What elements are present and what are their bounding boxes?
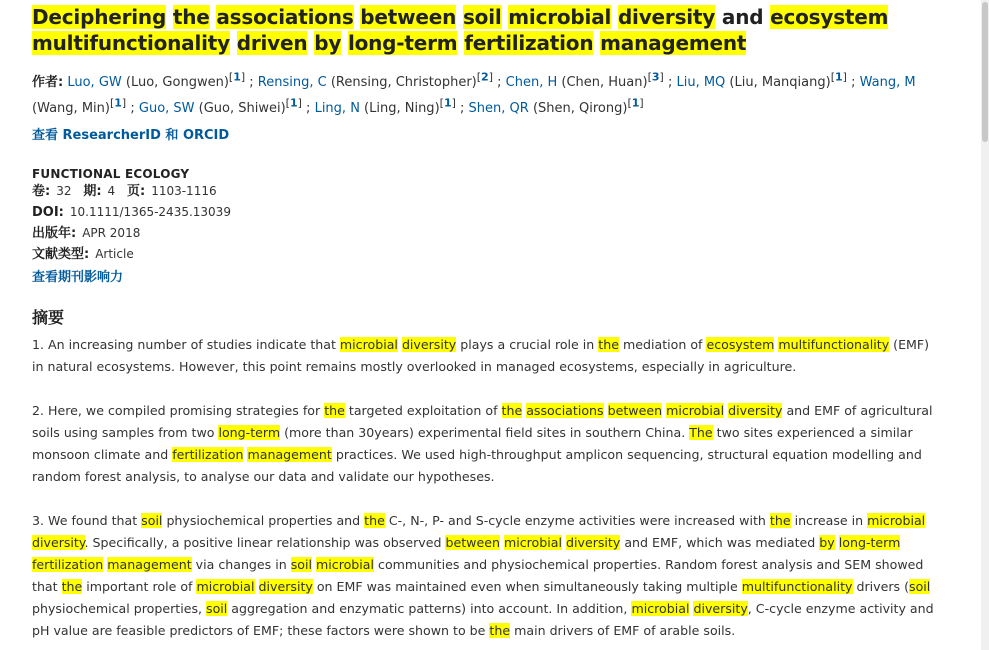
highlighted-term: between [607, 403, 663, 418]
affiliation-ref: [3] [647, 70, 664, 84]
text-run [456, 5, 463, 29]
highlighted-term: microbial [316, 557, 375, 572]
text-run [166, 5, 173, 29]
author-link[interactable]: Shen, QR [468, 101, 529, 116]
highlighted-term: the [769, 513, 791, 528]
highlighted-term: long-term [838, 535, 901, 550]
author-full-name: (Wang, Min) [32, 101, 110, 116]
doi-line [32, 202, 942, 223]
text-run: main drivers of EMF of arable soils. [510, 623, 736, 638]
author-full-name: (Luo, Gongwen) [121, 75, 229, 90]
text-run: important role of [82, 579, 197, 594]
pubyear-line [32, 223, 942, 244]
highlighted-term: fertilization [172, 447, 244, 462]
highlighted-term: microbial [196, 579, 255, 594]
highlighted-term: microbial [867, 513, 926, 528]
highlighted-term: soil [290, 557, 312, 572]
text-run: (more than 30years) experimental field sites in southern China. [280, 425, 690, 440]
abstract-body [32, 334, 942, 642]
author-full-name: (Guo, Shiwei) [194, 101, 286, 116]
affiliation-ref-link[interactable]: 3 [651, 70, 660, 84]
highlighted-term: management [247, 447, 332, 462]
issue-label: 期: [83, 184, 102, 199]
text-run [341, 31, 348, 55]
highlighted-term: associations [216, 5, 354, 29]
volume-issue-pages [32, 181, 942, 202]
doctype-line [32, 244, 942, 265]
abstract-paragraph [32, 400, 942, 488]
abstract-paragraph [32, 510, 942, 642]
doi-value: 10.1111/1365-2435.13039 [69, 205, 231, 219]
highlighted-term: microbial [339, 337, 398, 352]
author-link[interactable]: Chen, H [505, 75, 558, 90]
article-title [32, 4, 942, 56]
doctype-label: 文献类型: [32, 247, 90, 262]
authors-label: 作者: [32, 75, 64, 90]
highlighted-term: fertilization [464, 31, 594, 55]
affiliation-ref-link[interactable]: 1 [114, 96, 122, 110]
highlighted-term: by [819, 535, 835, 550]
highlighted-term: associations [526, 403, 604, 418]
text-run [230, 31, 237, 55]
affiliation-ref-link[interactable]: 2 [481, 70, 489, 84]
author-full-name: (Liu, Manqiang) [725, 75, 831, 90]
highlighted-term: diversity [258, 579, 313, 594]
text-run: and EMF, which was mediated [620, 535, 820, 550]
text-run: aggregation and enzymatic patterns) into account. In addition, [227, 601, 632, 616]
highlighted-term: the [364, 513, 385, 528]
highlighted-term: long-term [218, 425, 281, 440]
highlighted-term: diversity [401, 337, 457, 352]
text-run: practices. We used high-throughput amplicon sequencing, structural equation modelling and random forest analysis, to analyse our data and validate our hypotheses. [32, 447, 922, 484]
text-run: 1. An increasing number of studies indicate that [32, 337, 340, 352]
highlighted-term: soil [206, 601, 228, 616]
record-page [32, 4, 942, 642]
text-run: two sites experienced a similar monsoon climate and [32, 425, 913, 462]
text-run [255, 579, 259, 594]
affiliation-ref: [1] [228, 70, 246, 84]
text-run: physiochemical properties, [32, 601, 207, 616]
highlighted-term: between [360, 5, 457, 29]
highlighted-term: ecosystem [706, 337, 775, 352]
highlighted-term: diversity [566, 535, 621, 550]
text-run [611, 5, 618, 29]
author-full-name: (Chen, Huan) [557, 75, 648, 90]
highlighted-term: management [107, 557, 192, 572]
highlighted-term: ecosystem [770, 5, 889, 29]
highlighted-term: fertilization [32, 557, 104, 572]
highlighted-term: diversity [728, 403, 783, 418]
text-run: communities and physiochemical properties. Random forest analysis and SEM showed that [32, 557, 924, 594]
scrollbar-thumb[interactable] [982, 2, 988, 142]
affiliation-ref-link[interactable]: 1 [443, 96, 452, 110]
text-run: C-, N-, P- and S-cycle enzyme activities were increased with [384, 513, 770, 528]
text-run: and [715, 5, 771, 29]
highlighted-term: the [501, 403, 523, 418]
highlighted-term: the [598, 337, 619, 352]
affiliation-ref: [1] [627, 96, 644, 110]
highlighted-term: microbial [508, 5, 612, 29]
highlighted-term: the [489, 623, 511, 638]
text-run: on EMF was maintained even when simultaneously taking multiple [312, 579, 742, 594]
text-run: . Specifically, a positive linear relationship was observed [84, 535, 446, 550]
text-run: , C-cycle enzyme activity and pH value are feasible predictors of EMF; these factors were shown to be [32, 601, 934, 638]
highlighted-term: multifunctionality [32, 31, 230, 55]
page-scrollbar[interactable] [981, 0, 989, 650]
doctype-value: Article [95, 247, 134, 261]
abstract-heading: 摘要 [32, 308, 65, 327]
affiliation-ref-link[interactable]: 1 [631, 96, 640, 110]
pages-label: 页: [126, 184, 146, 199]
highlighted-term: soil [462, 5, 502, 29]
text-run [604, 403, 608, 418]
highlighted-term: long-term [347, 31, 458, 55]
highlighted-term: soil [909, 579, 931, 594]
author-link[interactable]: Rensing, C [257, 75, 327, 90]
highlighted-term: the [172, 5, 210, 29]
affiliation-ref: [1] [285, 96, 302, 110]
journal-impact-link[interactable]: 查看期刊影响力 [32, 270, 124, 285]
highlighted-term: microbial [503, 535, 562, 550]
author-full-name: (Rensing, Christopher) [326, 75, 477, 90]
volume-label: 卷: [32, 184, 51, 199]
doi-label: DOI: [32, 205, 64, 220]
pubyear-value: APR 2018 [82, 226, 141, 240]
text-run: plays a crucial role in [456, 337, 599, 352]
text-run: 2. Here, we compiled promising strategies for [32, 403, 325, 418]
journal-name: FUNCTIONAL ECOLOGY [32, 167, 190, 181]
author-full-name: (Ling, Ning) [359, 101, 440, 116]
author-link[interactable]: Guo, SW [138, 101, 195, 116]
abstract-paragraph [32, 334, 942, 378]
highlighted-term: microbial [666, 403, 725, 418]
affiliation-ref-link[interactable]: 1 [233, 70, 241, 84]
pages-value: 1103-1116 [151, 184, 217, 198]
text-run: increase in [790, 513, 868, 528]
highlighted-term: management [600, 31, 747, 55]
highlighted-term: between [445, 535, 500, 550]
affiliation-ref: [1] [109, 96, 127, 110]
highlighted-term: the [61, 579, 83, 594]
authors-list: 作者: Luo, GW (Luo, Gongwen)[1] ; Rensing, C (Rensing, Christopher)[2] ; Chen, H (Chen, Huan)[3] ; Liu, MQ (Liu, Manqiang)[1] ; Wang, M (Wang, Min)[1] ; Guo, SW (Guo, Shiwei)[1] ; Ling, N (Ling, Ning)[1] ; Shen, QR (Shen, Qirong)[1] [32, 70, 916, 116]
highlighted-term: microbial [631, 601, 690, 616]
affiliation-ref: [1] [830, 70, 847, 84]
issue-value: 4 [107, 184, 116, 198]
highlighted-term: soil [141, 513, 163, 528]
highlighted-term: The [689, 425, 713, 440]
highlighted-term: multifunctionality [741, 579, 853, 594]
text-run: targeted exploitation of [344, 403, 502, 418]
text-run: physiochemical properties and [162, 513, 365, 528]
author-link[interactable]: Luo, GW [67, 75, 122, 90]
highlighted-term: diversity [617, 5, 716, 29]
text-run: (EMF) in natural ecosystems. However, this point remains mostly overlooked in managed ecosystems, especially in agriculture. [32, 337, 930, 374]
highlighted-term: the [324, 403, 345, 418]
highlighted-term: by [314, 31, 342, 55]
author-full-name: (Shen, Qirong) [528, 101, 628, 116]
text-run: 3. We found that [32, 513, 142, 528]
affiliation-ref-link[interactable]: 1 [834, 70, 843, 84]
text-run: via changes in [191, 557, 291, 572]
author-link[interactable]: Ling, N [314, 101, 360, 116]
text-run: drivers ( [852, 579, 910, 594]
highlighted-term: driven [236, 31, 308, 55]
highlighted-term: multifunctionality [778, 337, 890, 352]
author-link[interactable]: Liu, MQ [676, 75, 726, 90]
text-run: and EMF of agricultural soils using samples from two [32, 403, 933, 440]
pubyear-label: 出版年: [32, 226, 77, 241]
author-link[interactable]: Wang, M [859, 75, 916, 90]
researcher-id-link[interactable]: 查看 ResearcherID 和 ORCID [32, 128, 230, 143]
affiliation-ref: [2] [476, 70, 493, 84]
affiliation-ref-link[interactable]: 1 [289, 96, 298, 110]
highlighted-term: diversity [32, 535, 85, 550]
highlighted-term: diversity [693, 601, 748, 616]
highlighted-term: Deciphering [32, 5, 167, 29]
affiliation-ref: [1] [439, 96, 456, 110]
text-run: mediation of [618, 337, 707, 352]
volume-value: 32 [56, 184, 72, 198]
